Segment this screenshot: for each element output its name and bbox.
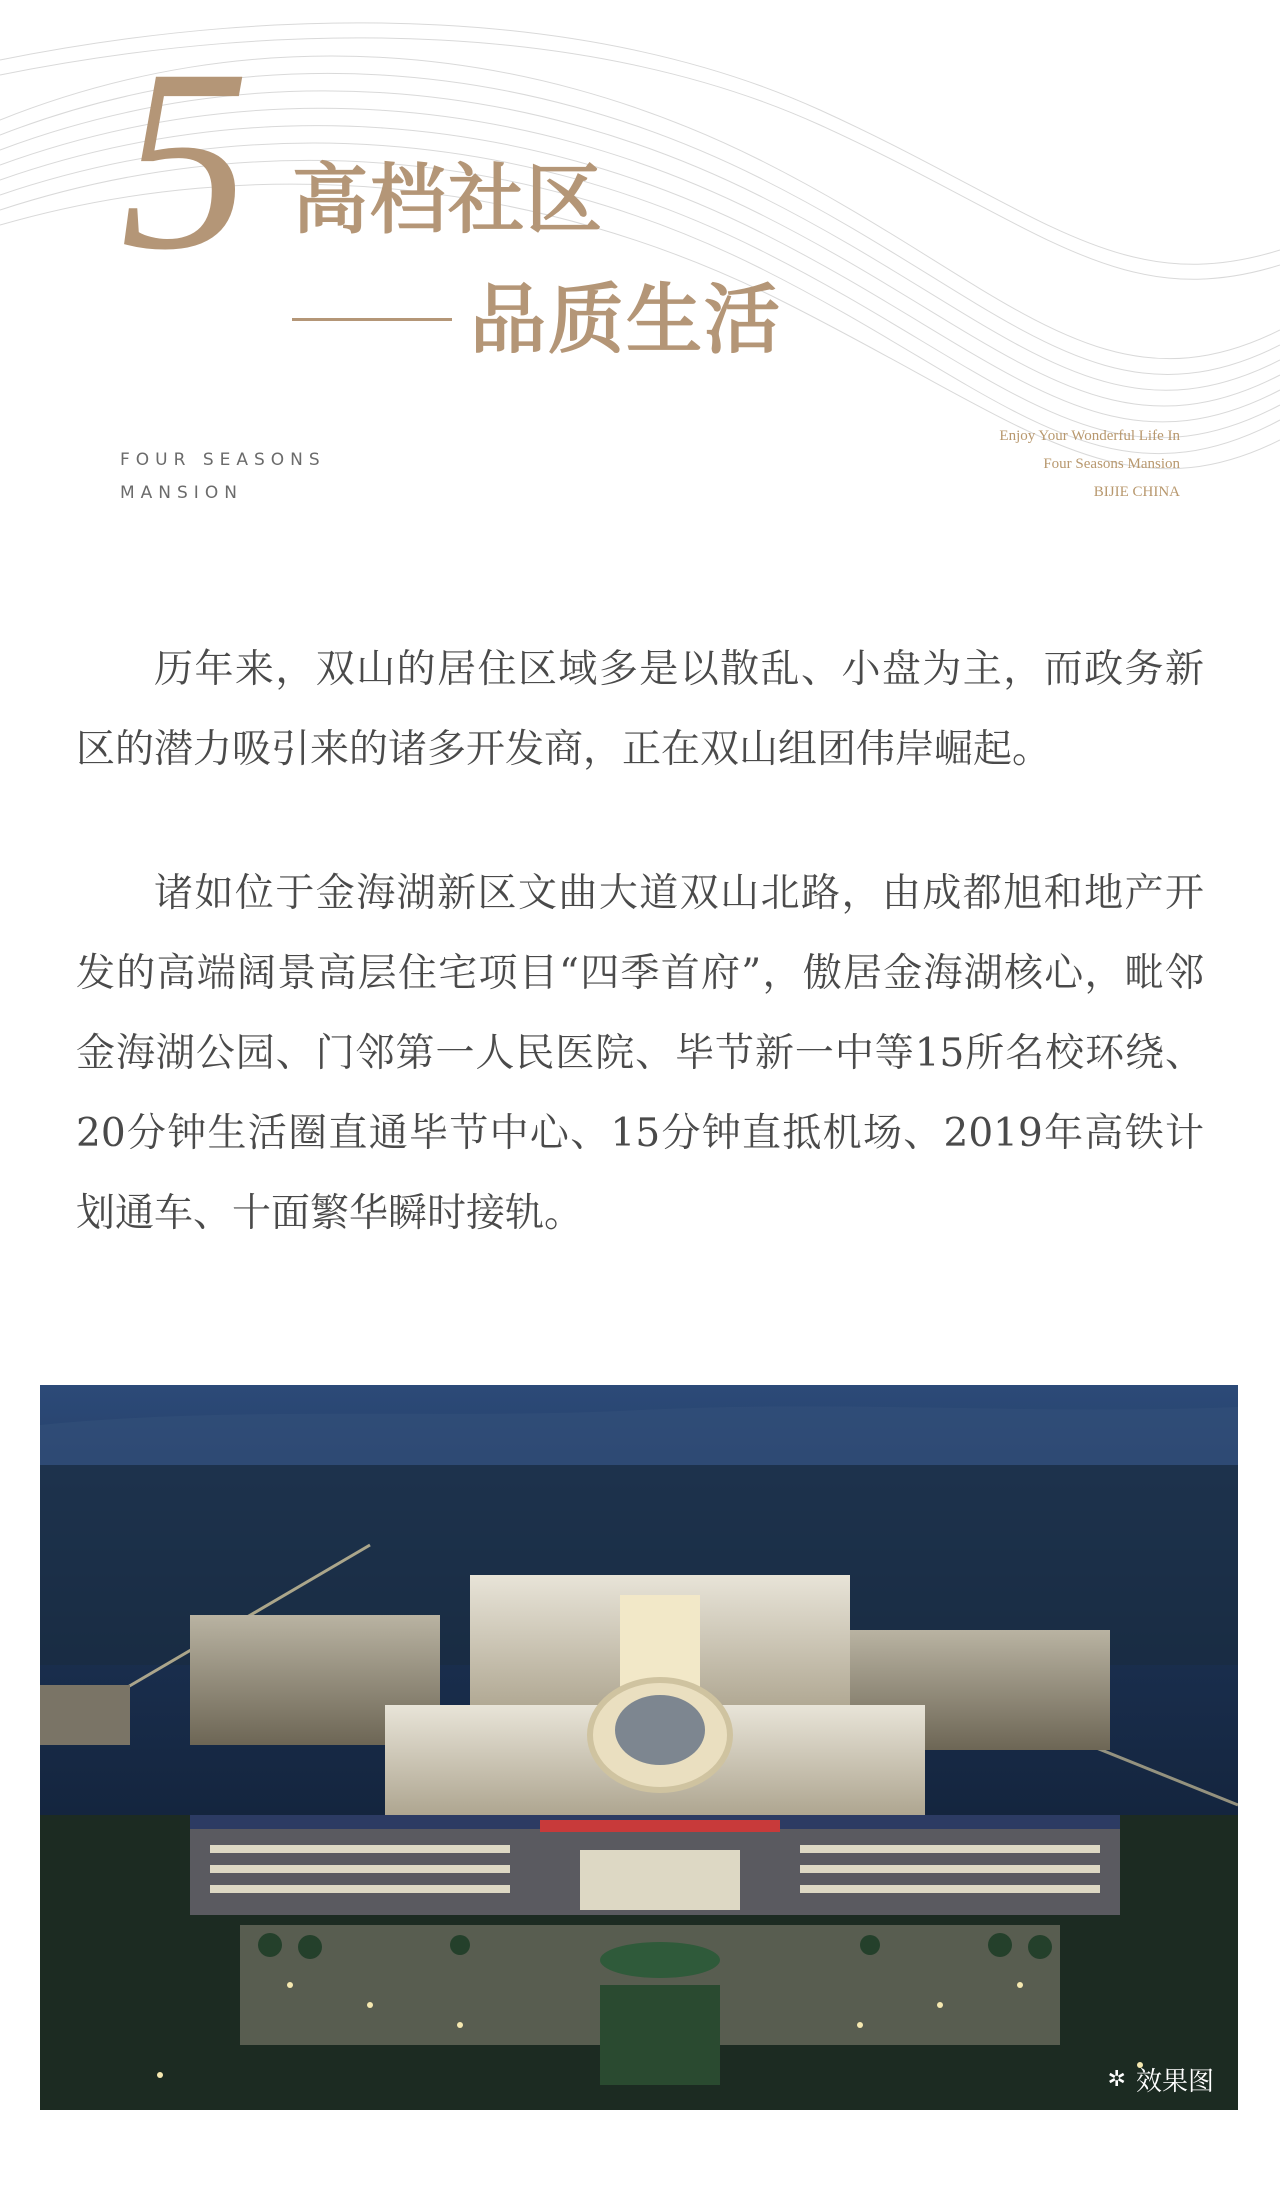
body-paragraph-2: 诸如位于金海湖新区文曲大道双山北路，由成都旭和地产开发的高端阔景高层住宅项目“四季首府”，傲居金海湖核心，毗邻金海湖公园、门邻第一人民医院、毕节新一中等15所名校环绕、20分钟生活圈直通毕节中心、15分钟直抵机场、2019年高铁计划通车、十面繁华瞬时接轨。 bbox=[76, 871, 1204, 1236]
brand-name-line: FOUR SEASONS bbox=[120, 450, 326, 470]
brand-name-line: MANSION bbox=[120, 483, 243, 503]
flower-icon: ✲ bbox=[1107, 2067, 1126, 2092]
section-number: 5 bbox=[120, 16, 250, 304]
hospital-rendering-image bbox=[40, 1385, 1238, 2110]
title-dash-divider bbox=[292, 318, 452, 321]
brand-name-left bbox=[120, 444, 326, 510]
brand-slogan-right bbox=[999, 422, 1180, 506]
image-caption bbox=[1108, 2061, 1214, 2098]
section-title: 高档社区 bbox=[292, 155, 604, 244]
section-subtitle: 品质生活 bbox=[470, 275, 782, 364]
brand-slogan-line: Four Seasons Mansion bbox=[1043, 456, 1180, 472]
brand-slogan-line: BIJIE CHINA bbox=[1093, 484, 1180, 500]
body-paragraph-1: 历年来，双山的居住区域多是以散乱、小盘为主，而政务新区的潜力吸引来的诸多开发商，正在双山组团伟岸崛起。 bbox=[76, 647, 1204, 772]
hospital-night-illustration bbox=[40, 1385, 1238, 2110]
image-caption-text: 效果图 bbox=[1135, 2067, 1214, 2097]
brand-slogan-line: Enjoy Your Wonderful Life In bbox=[999, 428, 1180, 444]
